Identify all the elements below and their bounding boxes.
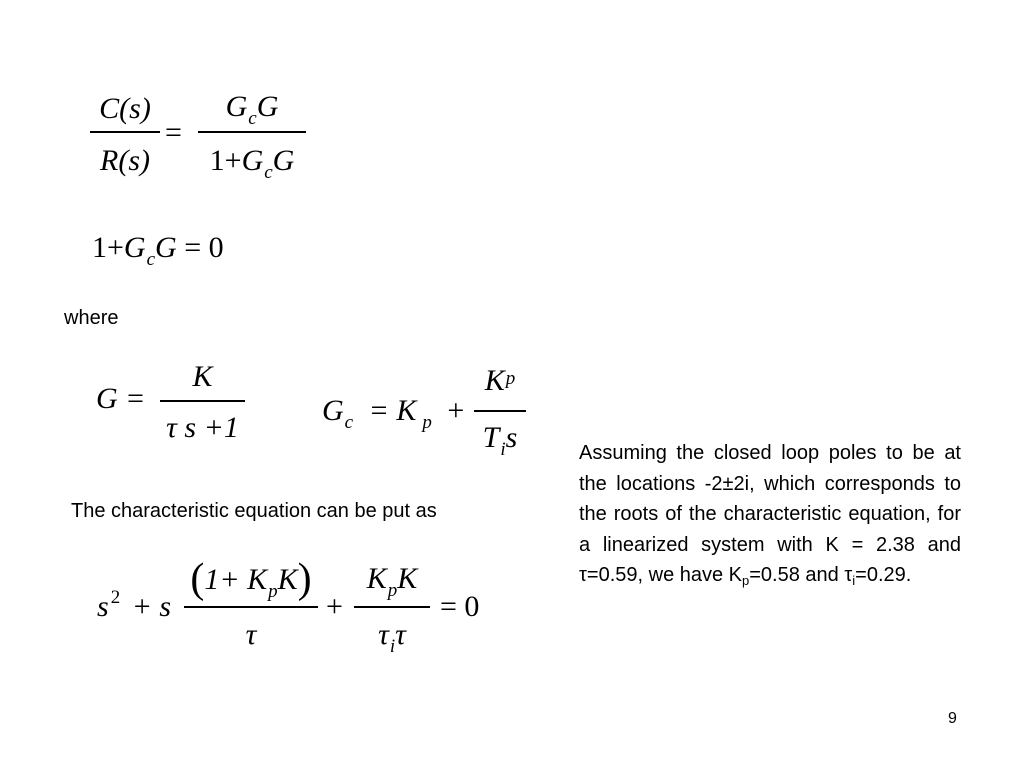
controller-lhs: $G_c = K$ $_p$ + (322, 394, 465, 433)
char-full-second-denominator: $\tau_i\tau$ (378, 618, 406, 657)
char-full-first-fraction-bar (184, 606, 318, 608)
char-full-first-numerator: $(1+ K_pK)$ (190, 556, 312, 602)
char-full-second-fraction-bar (354, 606, 430, 608)
rhs-fraction-bar (198, 131, 306, 133)
plant-denominator: τ s +1 (166, 411, 239, 444)
controller-numerator: $K^p$ (484, 364, 516, 397)
char-full-lhs: s $^2$ + s (97, 587, 172, 623)
plant-numerator: K (192, 360, 213, 393)
controller-denominator: $T_is$ (482, 421, 518, 460)
assumption-paragraph: Assuming the closed loop poles to be at the locations -2±2i, which corresponds to the roots of the characteristic equation, for a linearized system with K = 2.38 and τ=0.59, we have $K_p=0.58$ and $\tau_i=0.29$. (579, 442, 961, 588)
plant-lhs: G = (96, 382, 146, 415)
char-full-plus: + (326, 590, 343, 623)
controller-fraction-bar (474, 410, 526, 412)
page-number: 9 (948, 710, 957, 727)
equals-sign: = (165, 116, 182, 149)
where-label: where (64, 307, 119, 329)
plant-fraction-bar (160, 400, 245, 402)
characteristic-equation-intro: The characteristic equation can be put as (71, 500, 437, 522)
char-full-second-numerator: $K_pK$ (366, 562, 418, 601)
rhs-numerator: $G_cG$ (225, 90, 279, 129)
lhs-fraction-bar (90, 131, 160, 133)
char-full-first-denominator: τ (245, 618, 257, 651)
rhs-denominator: $1+G_cG$ (209, 144, 295, 183)
char-full-rhs: = 0 (440, 590, 480, 623)
lhs-numerator: C(s) (99, 92, 151, 125)
lhs-denominator: R(s) (100, 144, 150, 177)
characteristic-equation-simple: $1+G_cG = 0$ (92, 231, 224, 270)
